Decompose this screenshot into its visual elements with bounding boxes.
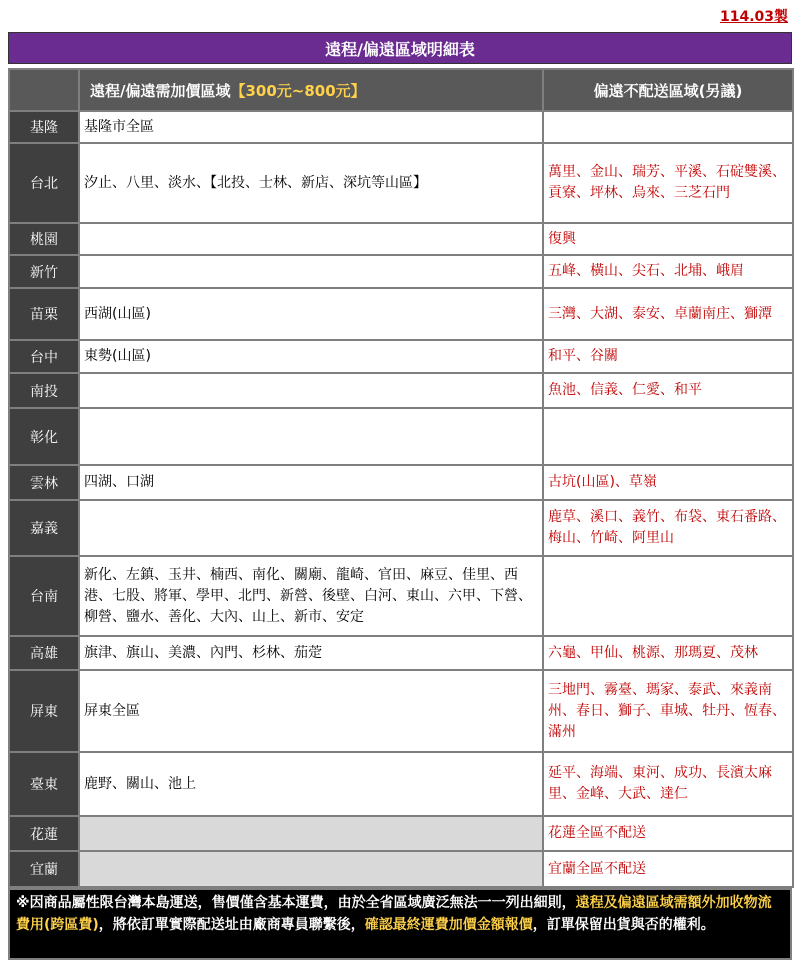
table-header-row [9,69,793,111]
table-row-hsinchu [9,255,793,288]
table-row-nantou [9,373,793,408]
table-row-kaohsiung [9,636,793,670]
table-row-taitung [9,752,793,816]
remote-areas-cell: 基隆市全區 [79,111,543,143]
remote-areas-cell: 東勢(山區) [79,340,543,373]
region-cell: 新竹 [9,255,79,288]
remote-areas-cell: 旗津、旗山、美濃、內門、杉林、茄萣 [79,636,543,670]
region-cell: 基隆 [9,111,79,143]
region-cell: 嘉義 [9,500,79,556]
header-price-range: 【300元~800元】 [230,81,366,100]
region-cell: 苗栗 [9,288,79,340]
region-cell: 台北 [9,143,79,223]
footer-note-highlight-quote: 確認最終運費加價金額報價 [364,917,533,933]
excluded-areas-cell: 延平、海端、東河、成功、長濱太麻里、金峰、大武、達仁 [543,752,793,816]
excluded-areas-cell: 和平、谷關 [543,340,793,373]
header-remote-areas [79,69,543,111]
table-row-hualien [9,816,793,851]
region-cell: 台南 [9,556,79,636]
header-excluded-areas: 偏遠不配送區域(另議) [543,69,793,111]
table-row-pingtung [9,670,793,752]
footer-note-part1: ※因商品屬性限台灣本島運送，售價僅含基本運費，由於全省區域廣泛無法一一列出細則， [16,895,576,911]
region-cell: 南投 [9,373,79,408]
region-cell: 雲林 [9,465,79,500]
remote-area-table [8,68,794,888]
footer-note-part3: ，將依訂單實際配送址由廠商專員聯繫後， [98,917,365,933]
table-row-tainan [9,556,793,636]
excluded-areas-cell: 古坑(山區)、草嶺 [543,465,793,500]
region-cell: 彰化 [9,408,79,465]
remote-areas-cell: 鹿野、關山、池上 [79,752,543,816]
remote-areas-cell [79,816,543,851]
remote-areas-cell [79,223,543,255]
excluded-areas-cell: 萬里、金山、瑞芳、平溪、石碇雙溪、貢寮、坪林、烏來、三芝石門 [543,143,793,223]
excluded-areas-cell: 三地門、霧臺、瑪家、泰武、來義南州、春日、獅子、車城、牡丹、恆春、滿州 [543,670,793,752]
footer-note [8,888,792,960]
table-row-yunlin [9,465,793,500]
table-row-taoyuan [9,223,793,255]
region-cell: 臺東 [9,752,79,816]
excluded-areas-cell [543,408,793,465]
remote-areas-cell: 新化、左鎮、玉井、楠西、南化、關廟、龍崎、官田、麻豆、佳里、西港、七股、將軍、學甲、北門、新營、後壁、白河、東山、六甲、下營、柳營、鹽水、善化、大內、山上、新市、安定 [79,556,543,636]
remote-areas-cell [79,851,543,887]
remote-areas-cell: 四湖、口湖 [79,465,543,500]
footer-note-part5: ，訂單保留出貨與否的權利。 [532,917,715,933]
table-row-taipei [9,143,793,223]
remote-areas-cell [79,408,543,465]
remote-areas-cell [79,255,543,288]
excluded-areas-cell: 花蓮全區不配送 [543,816,793,851]
table-row-yilan [9,851,793,887]
footer-note-highlight-fee: 遠程及偏遠區域需額外加收物流費用(跨區費) [16,895,772,933]
remote-areas-cell: 屏東全區 [79,670,543,752]
excluded-areas-cell: 魚池、信義、仁愛、和平 [543,373,793,408]
table-row-chiayi [9,500,793,556]
region-cell: 台中 [9,340,79,373]
region-cell: 高雄 [9,636,79,670]
remote-areas-cell: 西湖(山區) [79,288,543,340]
region-cell: 桃園 [9,223,79,255]
excluded-areas-cell: 六龜、甲仙、桃源、那瑪夏、茂林 [543,636,793,670]
region-cell: 宜蘭 [9,851,79,887]
excluded-areas-cell: 復興 [543,223,793,255]
table-title-text: 遠程/偏遠區域明細表 [325,39,475,59]
remote-areas-cell [79,373,543,408]
table-row-taichung [9,340,793,373]
table-row-keelung [9,111,793,143]
excluded-areas-cell [543,111,793,143]
excluded-areas-cell: 五峰、橫山、尖石、北埔、峨眉 [543,255,793,288]
version-label: 114.03製 [719,9,788,25]
region-cell: 花蓮 [9,816,79,851]
table-row-miaoli [9,288,793,340]
remote-areas-cell [79,500,543,556]
region-cell: 屏東 [9,670,79,752]
header-region-cell [9,69,79,111]
remote-areas-cell: 汐止、八里、淡水、【北投、士林、新店、深坑等山區】 [79,143,543,223]
table-title [8,32,792,64]
excluded-areas-cell [543,556,793,636]
table-row-changhua [9,408,793,465]
header-remote-prefix: 遠程/偏遠需加價區域 [90,81,231,100]
excluded-areas-cell: 宜蘭全區不配送 [543,851,793,887]
excluded-areas-cell: 三灣、大湖、泰安、卓蘭南庄、獅潭 [543,288,793,340]
excluded-areas-cell: 鹿草、溪口、義竹、布袋、東石番路、梅山、竹崎、阿里山 [543,500,793,556]
